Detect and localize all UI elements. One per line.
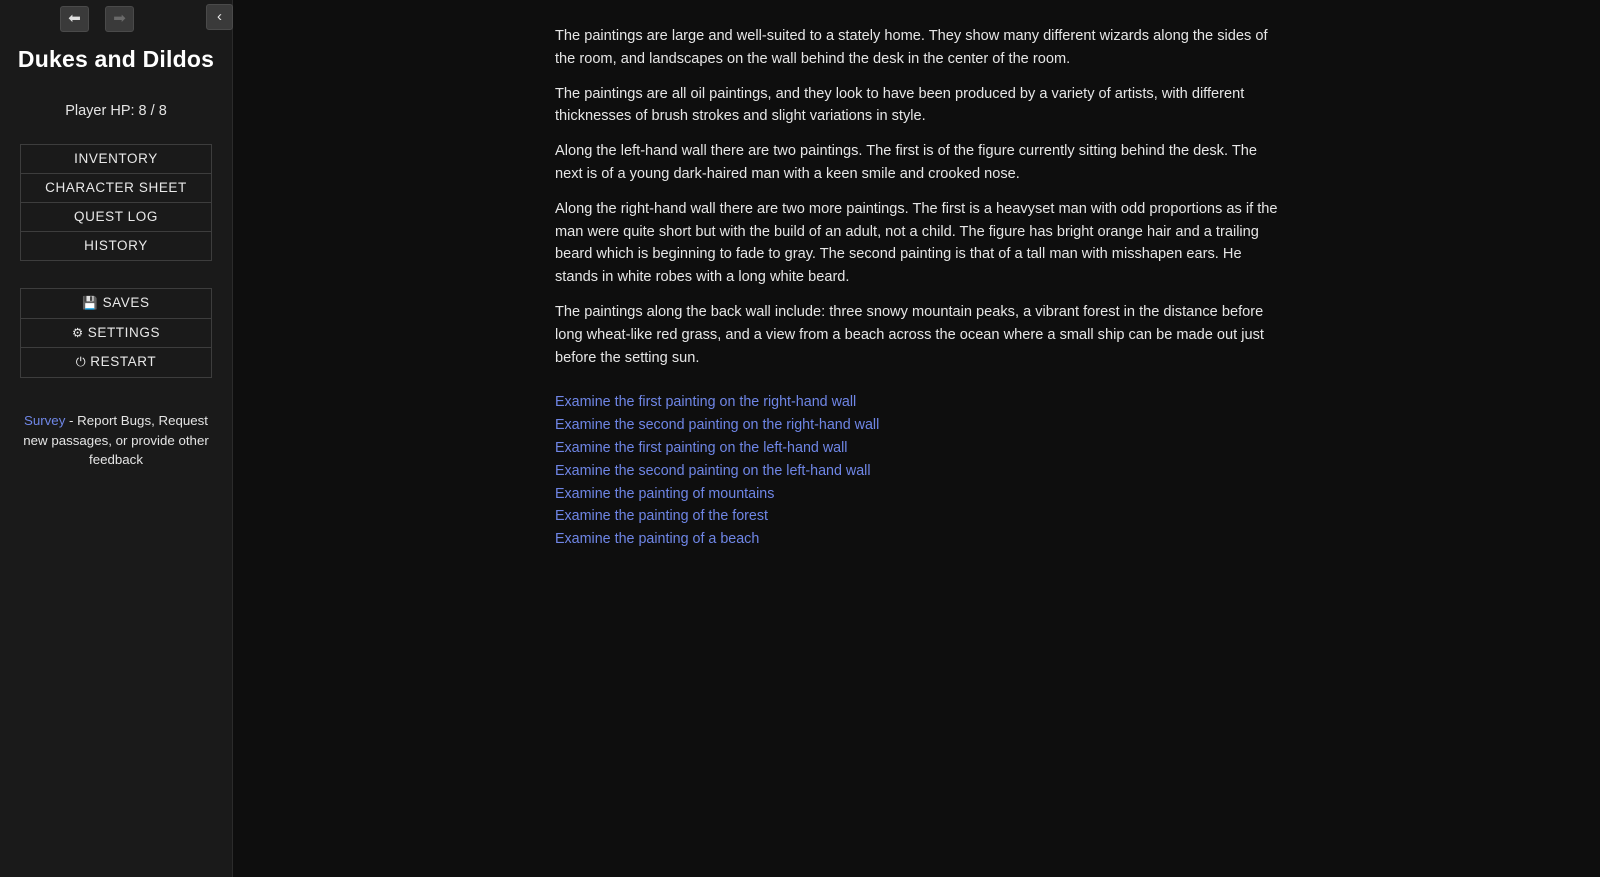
sidebar-menu-secondary: [20, 288, 212, 378]
menu-item-saves-label: SAVES: [102, 295, 150, 310]
gear-icon: ⚙: [71, 326, 84, 340]
power-icon: ⏻: [75, 355, 87, 369]
sidebar: [0, 0, 233, 877]
menu-item-restart-label: RESTART: [90, 354, 157, 369]
choice-link[interactable]: Examine the painting of a beach: [555, 531, 760, 548]
survey-link[interactable]: Survey: [23, 413, 66, 428]
menu-item-character-sheet[interactable]: CHARACTER SHEET: [21, 174, 211, 203]
choice-link[interactable]: Examine the first painting on the right-hand wall: [555, 394, 857, 411]
survey-note: [22, 411, 210, 470]
choice-link[interactable]: Examine the second painting on the left-hand wall: [555, 462, 871, 479]
menu-item-saves[interactable]: [21, 289, 211, 319]
main-content: [233, 0, 1600, 877]
menu-item-settings[interactable]: [21, 319, 211, 348]
choice-link[interactable]: Examine the painting of the forest: [555, 508, 768, 525]
menu-item-inventory[interactable]: INVENTORY: [21, 145, 211, 174]
choice-link[interactable]: Examine the first painting on the left-hand wall: [555, 439, 848, 456]
menu-item-quest-log[interactable]: QUEST LOG: [21, 203, 211, 232]
choice-link[interactable]: Examine the painting of mountains: [555, 485, 775, 502]
sidebar-collapse-toggle-icon[interactable]: ‹: [206, 4, 233, 30]
choice-list: [555, 391, 1285, 551]
passage-paragraph: Along the left-hand wall there are two paintings. The first is of the figure currently sitting behind the desk. The next is of a young dark-haired man with a keen smile and crooked nose.: [555, 143, 1257, 182]
survey-note-text: - Report Bugs, Request new passages, or provide other feedback: [23, 413, 209, 467]
sidebar-menu-primary: [20, 144, 212, 261]
save-disk-icon: 💾: [82, 296, 99, 310]
player-hp-status: Player HP: 8 / 8: [65, 103, 167, 119]
passage-paragraph: The paintings are large and well-suited to a stately home. They show many different wizards along the sides of the room, and landscapes on the wall behind the desk in the center of the room.: [555, 28, 1268, 67]
choice-link[interactable]: Examine the second painting on the right-hand wall: [555, 417, 880, 434]
passage-paragraph: The paintings are all oil paintings, and they look to have been produced by a variety of artists, with different thicknesses of brush strokes and slight variations in style.: [555, 85, 1245, 125]
back-arrow-icon[interactable]: ⬅: [60, 6, 89, 32]
passage-paragraph: Along the right-hand wall there are two more paintings. The first is a heavyset man with odd proportions as if the man were quite short but with the build of an adult, not a child. The figure has bright orange hair and a trailing beard which is beginning to fade to gray. The second painting is that of a tall man with misshapen ears. He stands in white robes with a long white beard.: [555, 200, 1278, 286]
forward-arrow-icon[interactable]: ➡: [105, 6, 134, 32]
sidebar-nav-row: [0, 0, 232, 34]
menu-item-restart[interactable]: [21, 348, 211, 377]
passage-body: [555, 25, 1285, 551]
menu-item-settings-label: SETTINGS: [87, 325, 161, 340]
passage-paragraph: The paintings along the back wall include: three snowy mountain peaks, a vibrant forest in the distance before long wheat-like red grass, and a view from a beach across the ocean where a small ship can be made out just before the setting sun.: [555, 303, 1264, 366]
story-title: Dukes and Dildos: [17, 46, 215, 72]
menu-item-history[interactable]: HISTORY: [84, 238, 148, 253]
